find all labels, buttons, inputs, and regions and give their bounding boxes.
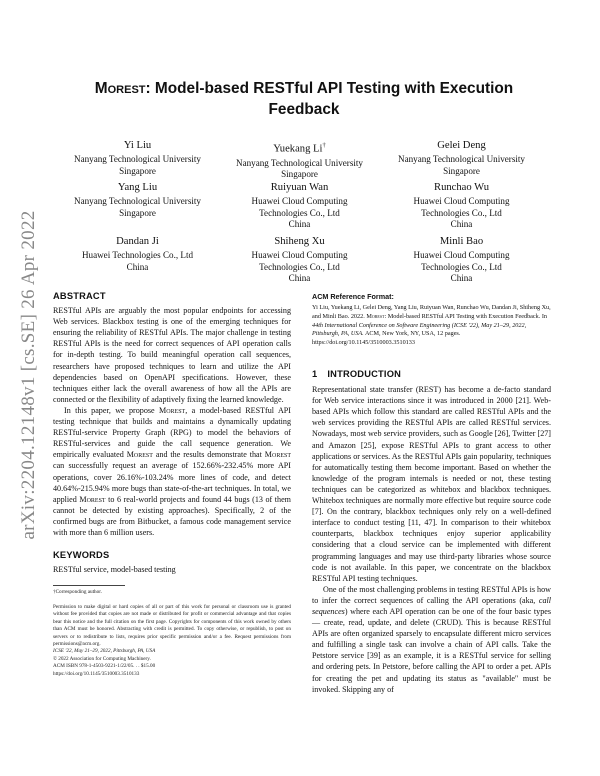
author-affiliation: China [126, 261, 149, 272]
author-affiliation: Singapore [443, 165, 480, 176]
section-number: 1 [312, 369, 318, 379]
conference-info: ICSE '22, May 21–29, 2022, Pittsburgh, PA, USA [53, 648, 156, 655]
author-affiliation: Nanyang Technological University [74, 196, 201, 206]
author-affiliation: Technologies Co., Ltd [259, 261, 340, 272]
author-block [384, 139, 539, 177]
author-block [384, 181, 539, 231]
author-block [60, 139, 215, 177]
permission-text: Permission to make digital or hard copies of all or part of this work for personal or classroom use is granted without fee provided that copies are not made or distributed for profit or commercial advantage and that copies bear this notice and the full citation on the first page. Copyrights for components of this work owned by others than ACM must be honored. Abstracting with credit is permitted. To copy otherwise, or republish, to post on servers or to redistribute to lists, requires prior specific permission and/or a fee. Request permissions from permissions@acm.org. [53, 604, 291, 648]
venue: 44th International Conference on Software Engineering (ICSE '22), May 21–29, 2022, Pittsburgh, PA, USA. [312, 321, 527, 338]
author-name: Runchao Wu [434, 182, 489, 193]
intro-paragraph: Representational state transfer (REST) has become a de-facto standard for Web service interactions since it was introduced in 2000 [21]. Web-based APIs which follow this standard are called RESTful APIs and the web services providing the RESTful APIs are called RESTful services. Nowadays, most web service providers, such as Google [26], Twitter [27] and Amazon [25], expose RESTful APIs to grant access to other applications or services. As the RESTful APIs gain popularity, techniques for automatically testing them become important. Based on whether the knowledge of the program internals is needed or not, these testing techniques can be categorized as whitebox and blackbox techniques. Whitebox techniques are normally more effective but require source code [7]. On the contrary, blackbox techniques only rely on a well-defined interface to conduct testing [11, 47]. In comparison to their whitebox counterparts, blackbox techniques enjoy superior applicability considering that a cloud service can be implemented with different programming languages and may use third-party libraries whose source code is not available. In this paper, we concentrate on the blackbox RESTful API testing techniques. [312, 385, 551, 583]
keywords-heading: KEYWORDS [53, 550, 110, 561]
author-affiliation: Huawei Cloud Computing [251, 196, 348, 206]
isbn-text: ACM ISBN 978-1-4503-9221-1/22/05. . . $15.00 [53, 663, 156, 670]
author-affiliation: Huawei Cloud Computing [251, 250, 348, 260]
abstract-paragraph: RESTful APIs are arguably the most popular endpoints for accessing Web services. Blackbox testing is one of the emerging techniques for ensuring the reliability of RESTful APIs. The major challenge in testing RESTful APIs is the need for correct sequences of API operation calls for in-depth testing. To build meaningful operation call sequences, researchers have proposed techniques to learn and utilize the API dependencies based on OpenAPI specifications. However, these techniques either lack the overall awareness of how all the APIs are connected or the flexibility of adaptively fixing the learned knowledge. [53, 306, 291, 404]
author-name: Dandan Ji [116, 236, 159, 247]
author-name: Gelei Deng [437, 140, 486, 151]
author-affiliation: Nanyang Technological University [398, 154, 525, 164]
author-block [222, 181, 377, 231]
author-affiliation: Huawei Technologies Co., Ltd [81, 250, 194, 260]
author-affiliation: Singapore [119, 207, 156, 218]
author-affiliation: Technologies Co., Ltd [421, 261, 502, 272]
author-affiliation: Technologies Co., Ltd [421, 207, 502, 218]
author-name: Yi Liu [123, 140, 152, 151]
system-name: Morest [264, 450, 291, 460]
author-block [222, 235, 377, 285]
author-affiliation: China [288, 273, 311, 284]
author-name: Shiheng Xu [274, 236, 325, 247]
author-affiliation: Nanyang Technological University [236, 157, 363, 168]
author-affiliation: Huawei Cloud Computing [413, 196, 510, 206]
author-affiliation: Singapore [119, 165, 156, 176]
author-affiliation: Huawei Cloud Computing [413, 250, 510, 260]
abstract-section [53, 291, 291, 575]
permission-block [53, 604, 291, 678]
arxiv-identifier[interactable]: arXiv:2204.12148v1 [cs.SE] 26 Apr 2022 [18, 210, 39, 540]
author-name: Yuekang Li [273, 143, 323, 155]
abstract-paragraph: In this paper, we propose Morest, a model-based RESTful API testing technique that builds and maintains a dynamically updating RESTful-service Property Graph (RPG) to model the behaviors of RESTful-services and guide the call sequence generation. We empirically evaluated Morest and the results demonstrate that Morest can successfully request an average of 152.66%-232.45% more API operations, cover 26.16%-103.24% more lines of code, and detect 40.64%-215.94% more bugs than state-of-the-art techniques. In total, we applied Morest to 6 real-world projects and found 44 bugs (13 of them cannot be detected by existing approaches). Specifically, 2 of the confirmed bugs are from Bitbucket, a famous code management service with more than 6 million users. [53, 405, 292, 537]
author-affiliation: Nanyang Technological University [74, 154, 201, 164]
author-name: Ruiyuan Wan [270, 182, 329, 193]
system-name: Morest [79, 494, 106, 504]
reference-format-label: ACM Reference Format: [312, 292, 394, 301]
author-block [60, 235, 215, 273]
keywords-text: RESTful service, model-based testing [53, 565, 176, 575]
corresponding-mark: † [322, 142, 326, 149]
system-name: Morest [159, 405, 186, 415]
copyright-text: © 2022 Association for Computing Machinery. [53, 655, 151, 662]
author-name: Minli Bao [439, 236, 484, 247]
title-prefix: Morest [94, 80, 146, 97]
author-name: Yang Liu [117, 182, 158, 193]
abstract-heading: ABSTRACT [53, 291, 106, 301]
arxiv-sidebar [14, 150, 44, 600]
system-name: Morest [366, 312, 385, 320]
title-main: : Model-based RESTful API Testing with Execution [145, 80, 514, 97]
author-affiliation: Singapore [281, 169, 318, 180]
author-block [60, 181, 215, 219]
author-affiliation: Technologies Co., Ltd [259, 207, 340, 218]
title-line2: Feedback [268, 101, 340, 118]
author-block [384, 235, 539, 285]
reference-format-text: Yi Liu, Yuekang Li, Gelei Deng, Yang Liu, Ruiyuan Wan, Runchao Wu, Dandan Ji, Shiheng Xu, and Minli Bao. 2022. Morest: Model-based RESTful API Testing with Execution Feedback. In 44th International Conference on Software Engineering (ICSE '22), May 21–29, 2022, Pittsburgh, PA, USA. ACM, New York, NY, USA, 12 pages. https://doi.org/10.1145/3510003.3510133 [312, 304, 551, 347]
introduction-heading: 1 INTRODUCTION [312, 369, 402, 379]
footnote-corresponding: †Corresponding author. [53, 589, 102, 595]
footnote-divider [53, 585, 125, 586]
doi-link[interactable]: https://doi.org/10.1145/3510003.3510133 [53, 670, 140, 677]
author-affiliation: China [288, 219, 311, 230]
reference-format [312, 291, 551, 348]
paper-title [64, 78, 544, 120]
author-affiliation: China [450, 273, 473, 284]
intro-paragraph: One of the most challenging problems in testing RESTful APIs is how to infer the correct sequences of calling the API operations (aka, call sequences) where each API operation can be one of the four basic types — create, read, update, and delete (CRUD). This is because RESTful APIs are often organized sparsely to encapsulate different micro services and fulfilling a single task can involve a chain of API calls. Take the Petstore service [39] as an example, it is a RESTful service for selling and ordering pets. In Petstore, before calling the API to order a pet. APIs for creating the pet and updating its status as "available" must be invoked. Skipping any of [312, 584, 551, 694]
system-name: Morest [126, 450, 153, 460]
author-block [222, 139, 377, 181]
author-affiliation: China [450, 219, 473, 230]
introduction-section [312, 369, 551, 695]
